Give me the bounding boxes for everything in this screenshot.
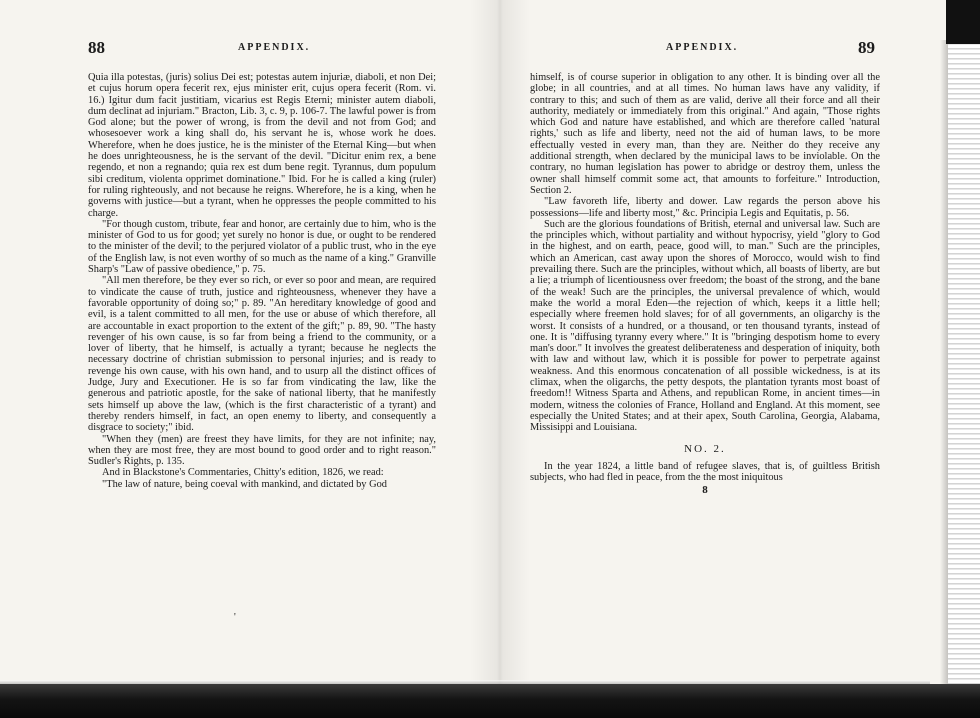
right-running-title: APPENDIX. <box>666 42 739 53</box>
left-paragraph: And in Blackstone's Commentaries, Chitty's edition, 1826, we read: <box>102 467 384 479</box>
scan-background-corner <box>946 0 980 44</box>
page-stack-edge <box>948 40 980 690</box>
left-paragraph: "For though custom, tribute, fear and honor, are certainly due to him, who is the minister of God to us for good; yet surely no honor is due, or ought to be rendered to the minister of the devil; to the perjured violator of a public trust, who in the eye of the English law, is not even worthy of so much as the name of a king." Granville Sharp's "Law of passive obedience," p. 75. <box>88 218 436 276</box>
right-body-text <box>530 72 880 497</box>
right-paragraph: Such are the glorious foundations of British, eternal and universal law. Such are the principles which, without partiality and without hypocrisy, yield "glory to God in the highest, and on earth, peace, good will, to man." Such are the principles, which an American, cast away upon the shores of Morocco, would wish to find prevailing there. Such are the principles, without which, all boasts of liberty, are but a lie; a triumph of licentiousness over freedom; the boast of the strong, and the bane of the weak! Such are the principles, the universal prevalence of which, would make the world a moral Eden—the rejection of which, keeps it a little hell; especially where freemen hold slaves; for of all governments, an oligarchy is the worst. It consists of a hundred, or a thousand, or ten thousand tyrants, instead of one. It is "diffusing tyranny every where." It is "bringing despotism home to every man's door." It involves the greatest deliberateness and desperation of iniquity, both with law and without law, which it is possible for power to perpetrate against weakness. And this enormous concatenation of all possible wickedness, is at its climax, when the oligarchs, the petty despots, the plantation tyrants most boast of freedom!! Witness Sparta and Athens, and republican Rome, in ancient times—in modern, witness the colonies of France, Holland and England. At this moment, see especially the United States; and at their apex, South Carolina, Georgia, Alabama, Missisippi and Louisiana. <box>530 218 880 434</box>
right-page-number: 89 <box>858 38 875 57</box>
right-page <box>490 0 945 690</box>
right-running-head <box>490 38 945 58</box>
left-paragraph: Quia illa potestas, (juris) solius Dei est; potestas autem injuriæ, diaboli, et non Dei; et cujus horum opera fecerit rex, ejus minister erit, cujus opera fecerit (Rom. vi. 16.) Igitur dum facit justitiam, vicarius est Regis Eterni; minister autem diaboli, dum declinat ad injuriam." Bracton, Lib. 3, c. 9, p. 106-7. The lawful power is from God alone; but the power of wrong, is from the devil and not from God; and whosesoever work a king shall do, his servant he is, whose work he does. Wherefore, when he does justice, he is the minister of the Eternal King—but when he does unrighteousness, he is the servant of the devil. "Dicitur enim rex, a bene regendo, et non a regnando; quia rex est dum bene regit. Tyrannus, dum populum sibi creditum, violenta opprimet dominatione." Ibid. For he is called a king (ruler) for ruling righteously, and not because he reigns. Wherefore, he is a king, when he governs with justice—but a tyrant, when he oppresses the people committed to his charge. <box>88 72 436 219</box>
left-page <box>0 0 485 690</box>
right-paragraph: "Law favoreth life, liberty and dower. Law regards the person above his possessions—life and liberty most," &c. Principia Legis and Equitatis, p. 56. <box>530 196 880 219</box>
left-body-text <box>88 72 436 490</box>
left-running-head <box>0 38 485 58</box>
stray-mark: ' <box>234 612 236 623</box>
section-heading: NO. 2. <box>684 442 726 455</box>
left-paragraph: "The law of nature, being coeval with mankind, and dictated by God <box>102 478 387 490</box>
signature-mark: 8 <box>702 484 708 497</box>
right-paragraph: himself, is of course superior in obligation to any other. It is binding over all the globe; in all countries, and at all times. No human laws have any validity, if contrary to this; and such of them as are valid, derive all their force and all their authority, mediately or immediately from this original." And again, "Those rights which God and nature have established, and which are therefore called 'natural rights,' such as life and liberty, need not the aid of human laws, to be more effectually vested in every man, than they are. Neither do they receive any additional strength, when declared by the municipal laws to be inviolable. On the contrary, no human legislation has power to abridge or destroy them, unless the owner shall himself commit some act, that amounts to forfeiture." Introduction, Section 2. <box>530 72 880 196</box>
left-running-title: APPENDIX. <box>238 42 311 53</box>
left-paragraph: "When they (men) are freest they have limits, for they are not infinite; nay, when they are most free, they are most bound to good order and to right reason." Sudler's Rights, p. 135. <box>88 433 436 468</box>
left-paragraph: "All men therefore, be they ever so rich, or ever so poor and mean, are required to vindicate the cause of truth, justice and righteousness, whenever they have a favorable opportunity of doing so;" p. 89. "An hereditary knowledge of good and evil, is a talent committed to all men, for the use or abuse of which therefore, all are accountable in exact proportion to the extent of the gift;" p. 89, 90. "The hasty revenger of his own cause, is so far from being a friend to the community, or a lover of liberty, that he himself, is actually a tyrant; because he neglects the necessary doctrine of christian submission to personal injuries; and is ready to revenge his own cause, with his own hand, and to usurp all the distinct offices of Judge, Jury and Executioner. He is so far from vindicating the law, like the generous and patriotic apostle, for the sake of national liberty, that he manifestly sets himself up above the law, (which is the first characteristic of a tyrant) and thereby renders himself, in fact, an open enemy to liberty, and consequently a disgrace to society;" ibid. <box>88 275 436 434</box>
scan-bottom-shadow <box>0 684 980 718</box>
left-page-number: 88 <box>88 38 105 57</box>
section-paragraph: In the year 1824, a little band of refugee slaves, that is, of guiltless British subjects, who had fled in peace, from the the most iniquitous <box>530 460 880 484</box>
